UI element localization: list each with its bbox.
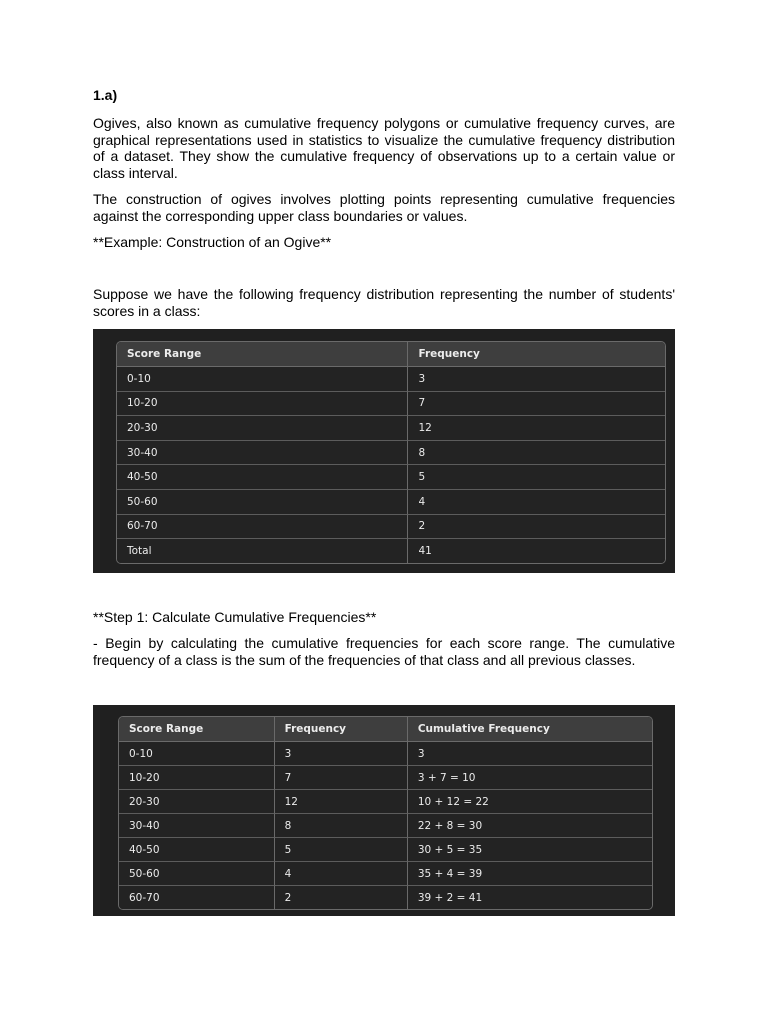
frequency-cell: 12 <box>407 415 665 440</box>
total-value-cell: 41 <box>407 538 665 563</box>
total-label-cell: Total <box>117 538 407 563</box>
frequency-cell: 5 <box>407 464 665 489</box>
intro-paragraph: Ogives, also known as cumulative frequency polygons or cumulative frequency curves, are graphical representations used in statistics to visualize the cumulative frequency distribution of a dataset. They show the cumulative frequency of observations up to a certain value or class interval. <box>93 115 675 181</box>
cumulative-cell: 35 + 4 = 39 <box>407 861 652 885</box>
frequency-cell: 4 <box>274 861 407 885</box>
column-header: Score Range <box>119 717 274 742</box>
table-row <box>117 464 665 489</box>
cumulative-cell: 39 + 2 = 41 <box>407 885 652 909</box>
score-range-cell: 50-60 <box>119 861 274 885</box>
table-row <box>117 367 665 391</box>
frequency-table <box>116 341 666 564</box>
frequency-cell: 5 <box>274 837 407 861</box>
frequency-cell: 3 <box>407 367 665 391</box>
frequency-cell: 3 <box>274 742 407 765</box>
frequency-table-image <box>93 329 675 573</box>
table-header-row <box>119 717 652 742</box>
column-header: Score Range <box>117 342 407 367</box>
score-range-cell: 10-20 <box>119 765 274 789</box>
cumulative-cell: 10 + 12 = 22 <box>407 789 652 813</box>
score-range-cell: 0-10 <box>117 367 407 391</box>
table-row <box>119 885 652 909</box>
table-row <box>117 415 665 440</box>
score-range-cell: 20-30 <box>119 789 274 813</box>
frequency-cell: 8 <box>274 813 407 837</box>
step1-paragraph: - Begin by calculating the cumulative frequencies for each score range. The cumulative frequency of a class is the sum of the frequencies of that class and all previous classes. <box>93 635 675 668</box>
table-row <box>119 837 652 861</box>
column-header: Frequency <box>274 717 407 742</box>
table-row <box>117 489 665 514</box>
column-header: Cumulative Frequency <box>407 717 652 742</box>
table-header-row <box>117 342 665 367</box>
score-range-cell: 60-70 <box>117 514 407 539</box>
example-title: **Example: Construction of an Ogive** <box>93 234 332 250</box>
table-row <box>117 514 665 539</box>
score-range-cell: 40-50 <box>117 464 407 489</box>
table-row <box>119 813 652 837</box>
score-range-cell: 30-40 <box>117 440 407 465</box>
frequency-cell: 8 <box>407 440 665 465</box>
frequency-cell: 7 <box>407 391 665 416</box>
construction-paragraph: The construction of ogives involves plotting points representing cumulative frequencies against the corresponding upper class boundaries or values. <box>93 191 675 224</box>
step1-title: **Step 1: Calculate Cumulative Frequencies** <box>93 609 377 625</box>
table-row <box>119 765 652 789</box>
table-row <box>117 440 665 465</box>
frequency-cell: 7 <box>274 765 407 789</box>
table-row <box>119 861 652 885</box>
column-header: Frequency <box>407 342 665 367</box>
score-range-cell: 0-10 <box>119 742 274 765</box>
frequency-cell: 4 <box>407 489 665 514</box>
cumulative-cell: 30 + 5 = 35 <box>407 837 652 861</box>
table-row <box>119 742 652 765</box>
total-row <box>117 538 665 563</box>
score-range-cell: 20-30 <box>117 415 407 440</box>
frequency-cell: 12 <box>274 789 407 813</box>
score-range-cell: 50-60 <box>117 489 407 514</box>
score-range-cell: 10-20 <box>117 391 407 416</box>
table-row <box>117 391 665 416</box>
cumulative-frequency-table <box>118 716 653 910</box>
suppose-paragraph: Suppose we have the following frequency distribution representing the number of students' scores in a class: <box>93 286 675 319</box>
cumulative-cell: 3 <box>407 742 652 765</box>
score-range-cell: 40-50 <box>119 837 274 861</box>
frequency-cell: 2 <box>274 885 407 909</box>
score-range-cell: 30-40 <box>119 813 274 837</box>
cumulative-table-image <box>93 705 675 916</box>
section-heading: 1.a) <box>93 87 118 103</box>
score-range-cell: 60-70 <box>119 885 274 909</box>
table-row <box>119 789 652 813</box>
cumulative-cell: 22 + 8 = 30 <box>407 813 652 837</box>
frequency-cell: 2 <box>407 514 665 539</box>
cumulative-cell: 3 + 7 = 10 <box>407 765 652 789</box>
